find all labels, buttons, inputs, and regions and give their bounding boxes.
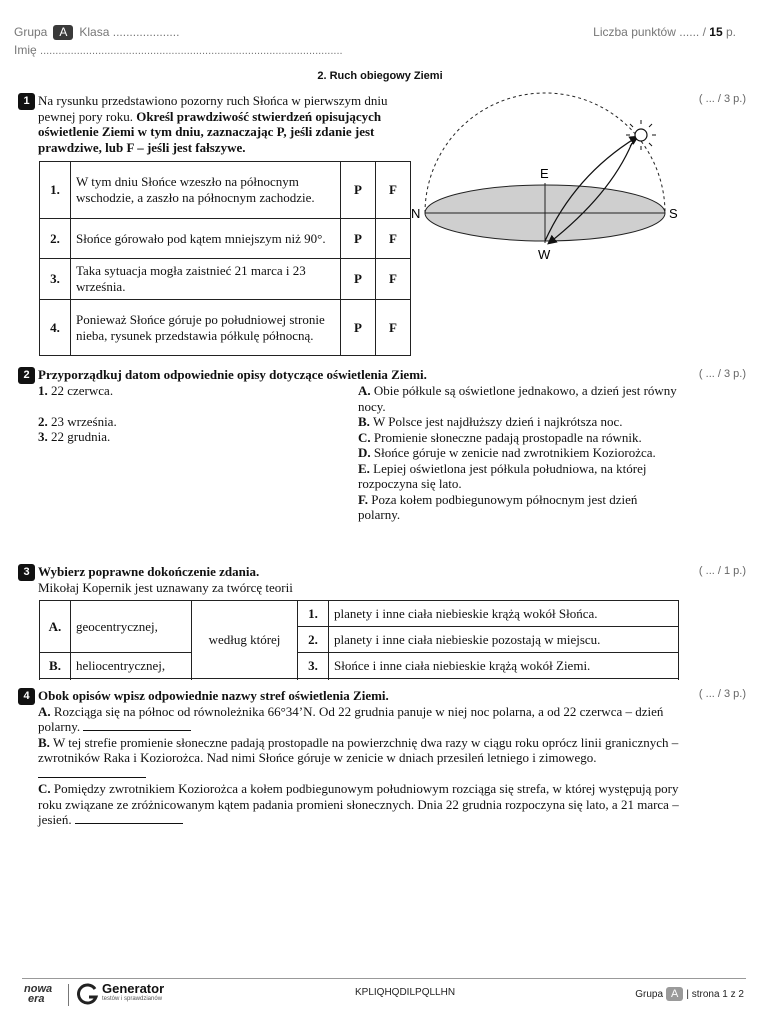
points-field[interactable]: ...... bbox=[679, 25, 700, 39]
task-4-number: 4 bbox=[18, 688, 35, 705]
zone-item-b: B. W tej strefie promienie słoneczne padają prostopadle na powierzchnię dwa razy w ciągu roku oprócz linii granicznych – zwrotników Raka i Koziorożca. Nad nimi Słońce góruje w zenicie w dniach przesileń letniego i zimowego. bbox=[38, 735, 688, 782]
true-option[interactable]: P bbox=[341, 219, 376, 259]
task-1-intro: Na rysunku przedstawiono pozorny ruch Słońca w pierwszym dniu pewnej pory roku. bbox=[38, 93, 388, 124]
zone-item-c: C. Pomiędzy zwrotnikiem Koziorożca a kołem podbiegunowym południowym rozciąga się strefa, w której występują pory roku związane ze zróżnicowanym kątem padania promieni słonecznych. Dnia 22 grudnia rozpoczyna się lato, a 21 marca – jesień. bbox=[38, 781, 679, 827]
task-2-number: 2 bbox=[18, 367, 35, 384]
task-2-dates bbox=[38, 383, 338, 445]
answer-line-c[interactable] bbox=[75, 812, 183, 824]
task-3-sentence: Mikołaj Kopernik jest uznawany za twórcę teorii bbox=[38, 579, 293, 595]
imie-field[interactable]: ................................................................................................... bbox=[40, 45, 343, 57]
statement-text: Ponieważ Słońce góruje po południowej stronie nieba, rysunek przedstawia półkulę północną. bbox=[71, 300, 341, 356]
statement-text: Słońce górowało pod kątem mniejszym niż 90°. bbox=[71, 219, 341, 259]
klasa-label: Klasa bbox=[79, 25, 110, 39]
true-option[interactable]: P bbox=[341, 300, 376, 356]
false-option[interactable]: F bbox=[376, 300, 411, 356]
generator-title: Generator bbox=[102, 981, 165, 996]
option-1-text[interactable]: planety i inne ciała niebieskie krążą wokół Słońca. bbox=[329, 601, 679, 627]
date-item: 3. 22 grudnia. bbox=[38, 429, 111, 444]
label-east: E bbox=[540, 166, 549, 181]
option-item: B. W Polsce jest najdłuższy dzień i najkrótsza noc. bbox=[358, 414, 623, 429]
table-row bbox=[40, 300, 411, 356]
option-item: E. Lepiej oświetlona jest półkula południowa, na której rozpoczyna się lato. bbox=[358, 460, 647, 491]
label-west: W bbox=[538, 247, 551, 262]
option-a-key[interactable]: A. bbox=[40, 601, 71, 653]
label-north: N bbox=[411, 206, 421, 221]
task-1-command: Określ prawdziwość stwierdzeń opisujących oświetlenie Ziemi w tym dniu, zaznaczając P, jeśli zdanie jest prawdziwe, lub F – jeśli jest fałszywe. bbox=[38, 108, 382, 155]
option-a-text[interactable]: geocentrycznej, bbox=[71, 601, 192, 653]
option-item: C. Promienie słoneczne padają prostopadle na równik. bbox=[358, 429, 642, 445]
option-2-text[interactable]: planety i inne ciała niebieskie pozostają w miejscu. bbox=[329, 627, 679, 653]
option-1-key[interactable]: 1. bbox=[298, 601, 329, 627]
answer-line-a[interactable] bbox=[83, 719, 191, 731]
generator-logo-icon bbox=[77, 983, 99, 1005]
footer-grupa-badge: A bbox=[666, 987, 683, 1001]
sun-path-diagram bbox=[405, 85, 695, 265]
table-row bbox=[40, 162, 411, 219]
sun-icon bbox=[626, 120, 656, 150]
false-option[interactable]: F bbox=[376, 219, 411, 259]
row-number: 2. bbox=[40, 219, 71, 259]
option-3-key[interactable]: 3. bbox=[298, 653, 329, 679]
table-row bbox=[40, 219, 411, 259]
task-3-number: 3 bbox=[18, 564, 35, 581]
points-unit: p. bbox=[725, 25, 736, 39]
points-max: 15 bbox=[709, 25, 723, 39]
false-option[interactable]: F bbox=[376, 162, 411, 219]
grupa-label: Grupa bbox=[14, 25, 48, 39]
option-2-key[interactable]: 2. bbox=[298, 627, 329, 653]
true-option[interactable]: P bbox=[341, 259, 376, 300]
option-3-text[interactable]: Słońce i inne ciała niebieskie krążą wokół Ziemi. bbox=[329, 653, 679, 679]
page-title: 2. Ruch obiegowy Ziemi bbox=[317, 70, 443, 82]
footer-grupa-label: Grupa bbox=[635, 989, 664, 1000]
date-item: 1. 22 czerwca. bbox=[38, 383, 114, 398]
task-3-points: ( ... / 1 p.) bbox=[698, 565, 746, 577]
task-2-heading: Przyporządkuj datom odpowiednie opisy dotyczące oświetlenia Ziemi. bbox=[38, 367, 427, 382]
page-indicator: | strona 1 z 2 bbox=[686, 989, 744, 1000]
table-row bbox=[40, 259, 411, 300]
task-3-heading: Wybierz poprawne dokończenie zdania. bbox=[38, 564, 260, 579]
zone-item-a: A. Rozciąga się na północ od równoleżnika 66°34’N. Od 22 grudnia panuje w niej noc polarna, a od 22 czerwca – dzień polarny. bbox=[38, 703, 664, 734]
table-row bbox=[40, 601, 679, 627]
option-item: F. Poza kołem podbiegunowym północnym jest dzień polarny. bbox=[358, 491, 638, 522]
task-4-body bbox=[38, 688, 688, 828]
task-1-table bbox=[39, 161, 411, 356]
date-item: 2. 23 września. bbox=[38, 413, 117, 429]
row-number: 4. bbox=[40, 300, 71, 356]
grupa-badge: A bbox=[53, 25, 73, 40]
points-summary bbox=[593, 25, 736, 39]
statement-text: W tym dniu Słońce wzeszło na północnym wschodzie, a zaszło na północnym zachodzie. bbox=[71, 162, 341, 219]
true-option[interactable]: P bbox=[341, 162, 376, 219]
task-2-points: ( ... / 3 p.) bbox=[698, 368, 746, 380]
task-3-instruction bbox=[38, 564, 293, 595]
task-4-points: ( ... / 3 p.) bbox=[698, 688, 746, 700]
task-3-table bbox=[39, 600, 679, 679]
generator-subtitle: testów i sprawdzianów bbox=[102, 996, 163, 1002]
label-south: S bbox=[669, 206, 678, 221]
points-sep: / bbox=[702, 25, 706, 39]
answer-line-b[interactable] bbox=[38, 766, 146, 778]
footer-divider bbox=[22, 978, 746, 979]
option-b-text[interactable]: heliocentrycznej, bbox=[71, 653, 192, 679]
task-4-heading: Obok opisów wpisz odpowiednie nazwy stref oświetlenia Ziemi. bbox=[38, 688, 389, 703]
logo-separator bbox=[68, 984, 69, 1006]
task-1-number: 1 bbox=[18, 93, 35, 110]
points-label: Liczba punktów bbox=[593, 25, 676, 39]
connector-text: według której bbox=[192, 601, 298, 679]
imie-label: Imię bbox=[14, 43, 37, 57]
header-name-line bbox=[14, 43, 343, 57]
option-b-key[interactable]: B. bbox=[40, 653, 71, 679]
option-item: A. Obie półkule są oświetlone jednakowo, a dzień jest równy nocy. bbox=[358, 383, 677, 414]
statement-text: Taka sytuacja mogła zaistnieć 21 marca i 23 września. bbox=[71, 259, 341, 300]
false-option[interactable]: F bbox=[376, 259, 411, 300]
header-group-line bbox=[14, 25, 179, 40]
generator-brand bbox=[102, 982, 164, 1003]
klasa-field[interactable]: .................... bbox=[112, 25, 180, 39]
option-item: D. Słońce góruje w zenicie nad zwrotnikiem Koziorożca. bbox=[358, 445, 656, 460]
task-1-instruction bbox=[38, 93, 408, 155]
footer-page-info bbox=[635, 987, 744, 1001]
nowa-era-logo: nowa era bbox=[24, 983, 53, 1005]
row-number: 1. bbox=[40, 162, 71, 219]
task-1-points: ( ... / 3 p.) bbox=[698, 93, 746, 105]
document-code: KPLIQHQDILPQLLHN bbox=[355, 987, 456, 998]
task-2-options bbox=[358, 383, 678, 523]
row-number: 3. bbox=[40, 259, 71, 300]
